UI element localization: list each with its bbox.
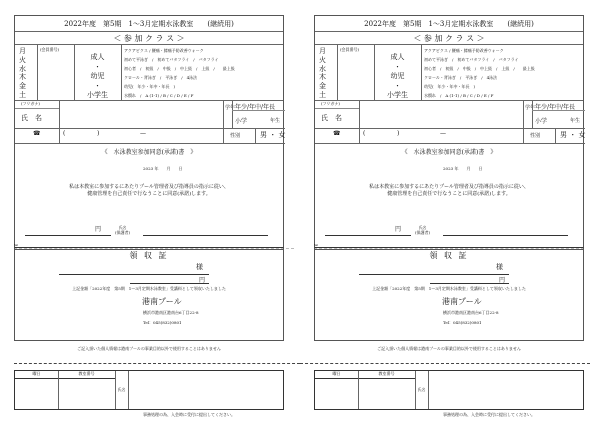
pool-address: 横浜市港南区港南台6丁目22-8 xyxy=(143,310,199,315)
class-line[interactable]: クロール・背泳ぎ / 平泳ぎ / 4泳法 xyxy=(124,74,198,80)
class-line[interactable]: アクアビクス / 腰痛・膝痛予防改善ウォーク xyxy=(124,48,204,53)
day-tue[interactable]: 火 xyxy=(19,55,26,64)
receipt xyxy=(314,247,584,341)
privacy-note: ご記入頂いた個人情報は港南プールの事業目的以外で使用することはありません xyxy=(377,346,521,351)
day-tue[interactable]: 火 xyxy=(319,55,326,64)
stub-class-header: 教室番号 xyxy=(78,371,95,376)
gender-label: 性別 xyxy=(230,133,241,139)
grade-label: 学年 xyxy=(525,105,536,111)
name-input[interactable] xyxy=(361,102,523,128)
grade-elementary-suffix: 年生 xyxy=(570,118,581,124)
pool-address: 横浜市港南区港南台6丁目22-8 xyxy=(443,310,499,315)
guardian-label-top: 氏名 xyxy=(418,225,427,230)
receipt-amount-line[interactable] xyxy=(430,283,509,284)
name-label: 氏 名 xyxy=(21,114,42,122)
class-line[interactable]: 初心者 / 初級 / 中級 / 中上級 / 上級 / 最上級 xyxy=(124,65,235,71)
gender-label: 性別 xyxy=(530,133,541,139)
form-copy-right xyxy=(300,0,600,424)
fee-yen-label: 円 xyxy=(95,226,102,233)
receipt-name-line[interactable] xyxy=(359,274,509,275)
grade-preschool-option[interactable]: 年少/年中/年長 xyxy=(535,104,576,111)
scissors-icon: ✂ xyxy=(314,243,319,249)
form-title: 2022年度 第5期 1～3月定期水泳教室 (継続用) xyxy=(364,20,534,28)
weekday-column[interactable] xyxy=(319,47,327,100)
title-row xyxy=(15,16,283,32)
class-line[interactable]: アクアビクス / 腰痛・膝痛予防改善ウォーク xyxy=(424,48,504,53)
category-adult[interactable]: 成人 xyxy=(390,53,405,61)
class-list[interactable] xyxy=(124,47,235,100)
stub-name-input[interactable] xyxy=(130,372,280,408)
receipt-name-line[interactable] xyxy=(59,274,209,275)
separator-dot: ・ xyxy=(94,62,101,71)
pool-name: 港南プール xyxy=(142,297,182,306)
grade-elementary-prefix: 小学 xyxy=(235,118,248,125)
fee-yen-label: 円 xyxy=(395,226,402,233)
class-line[interactable]: 幼児( 年少・年中・年長 ) xyxy=(124,83,176,89)
receipt-title: 領 収 証 xyxy=(129,251,169,260)
consent-text-line2: 健康管理を自己責任で行なうことに同意(承諾)します。 xyxy=(387,191,511,197)
category-adult[interactable]: 成人 xyxy=(90,53,105,61)
category-column[interactable] xyxy=(75,53,120,101)
day-sat[interactable]: 土 xyxy=(19,90,26,99)
phone-dash: — xyxy=(440,130,446,137)
guardian-signature-line[interactable] xyxy=(443,235,568,236)
receipt-title: 領 収 証 xyxy=(429,251,469,260)
application-form xyxy=(314,15,584,250)
guardian-label-bottom: (保護者) xyxy=(115,230,131,235)
category-elementary[interactable]: 小学生 xyxy=(87,91,108,99)
consent-date[interactable]: 2023 年 月 日 xyxy=(143,166,183,171)
furigana-label: (フリガナ) xyxy=(321,101,340,106)
day-wed[interactable]: 水 xyxy=(19,64,26,73)
furigana-label: (フリガナ) xyxy=(21,101,40,106)
form-title: 2022年度 第5期 1～3月定期水泳教室 (継続用) xyxy=(64,20,234,28)
separator-dot: ・ xyxy=(94,81,101,90)
receipt-text: 上記金額「2022年度 第5期 1～3月定期水泳教室」受講料として領収いたしました xyxy=(372,286,526,291)
day-mon[interactable]: 月 xyxy=(19,47,26,55)
day-thu[interactable]: 木 xyxy=(19,73,26,82)
class-header-row xyxy=(315,32,583,45)
pool-tel: Tel：045(832)0801 xyxy=(443,320,482,325)
class-selection-row xyxy=(315,45,583,101)
phone-icon: ☎ xyxy=(333,130,341,137)
guardian-label xyxy=(415,225,430,235)
phone-input[interactable] xyxy=(61,129,221,142)
guardian-label-top: 氏名 xyxy=(118,225,127,230)
application-form xyxy=(14,15,284,250)
fee-amount-line[interactable] xyxy=(325,235,411,236)
stub-day-header: 曜日 xyxy=(332,371,341,376)
title-row xyxy=(315,16,583,32)
receipt-yen: 円 xyxy=(499,277,506,284)
class-line[interactable]: 水慣れ / A (1-1) / B / C / D / E / F xyxy=(424,92,494,98)
class-line[interactable]: 水慣れ / A (1-1) / B / C / D / E / F xyxy=(124,92,194,98)
name-label: 氏 名 xyxy=(321,114,342,122)
category-preschool[interactable]: 幼児 xyxy=(390,72,405,80)
day-fri[interactable]: 金 xyxy=(19,82,26,91)
gender-options[interactable]: 男 ・ 女 xyxy=(260,131,286,139)
class-line[interactable]: クロール・背泳ぎ / 平泳ぎ / 4泳法 xyxy=(424,74,498,80)
phone-paren-open: ( xyxy=(63,130,66,137)
guardian-signature-line[interactable] xyxy=(143,235,268,236)
phone-paren-open: ( xyxy=(363,130,366,137)
member-number-label: (会員番号) xyxy=(40,47,60,52)
cut-line xyxy=(14,363,300,364)
gender-options[interactable]: 男 ・ 女 xyxy=(560,131,586,139)
stub-class-input[interactable] xyxy=(360,380,414,408)
class-header: ＜ 参 加 ク ラ ス ＞ xyxy=(113,34,185,43)
stub-table xyxy=(314,370,584,410)
class-line[interactable]: 初心者 / 初級 / 中級 / 中上級 / 上級 / 最上級 xyxy=(424,65,535,71)
stub-table xyxy=(14,370,284,410)
consent-text-line2: 健康管理を自己責任で行なうことに同意(承諾)します。 xyxy=(87,191,211,197)
receipt-yen: 円 xyxy=(199,277,206,284)
class-line[interactable]: 幼児( 年少・年中・年長 ) xyxy=(424,83,476,89)
class-header-row xyxy=(15,32,283,45)
consent-date[interactable]: 2023 年 月 日 xyxy=(443,166,483,171)
stub-class-header: 教室番号 xyxy=(378,371,395,376)
receipt-sama: 様 xyxy=(496,263,503,271)
stub-name-input[interactable] xyxy=(430,372,580,408)
scissors-icon: ✂ xyxy=(14,243,19,249)
stub-note: 事務処理の為、入会時に受付に提出してください。 xyxy=(143,412,235,417)
fee-amount-line[interactable] xyxy=(25,235,111,236)
phone-dash: — xyxy=(140,130,146,137)
phone-paren-close: ) xyxy=(397,130,400,137)
day-fri[interactable]: 金 xyxy=(319,82,326,91)
day-wed[interactable]: 水 xyxy=(319,64,326,73)
category-preschool[interactable]: 幼児 xyxy=(90,72,105,80)
phone-input[interactable] xyxy=(361,129,521,142)
class-header: ＜ 参 加 ク ラ ス ＞ xyxy=(413,34,485,43)
day-thu[interactable]: 木 xyxy=(319,73,326,82)
category-column[interactable] xyxy=(375,53,420,101)
consent-text-line1: 私は本教室に参加するにあたりプール管理者及び指導員の指示に従い、 xyxy=(369,184,529,190)
guardian-label xyxy=(115,225,130,235)
name-input[interactable] xyxy=(61,102,223,128)
grade-label: 学年 xyxy=(225,105,236,111)
consent-text-line1: 私は本教室に参加するにあたりプール管理者及び指導員の指示に従い、 xyxy=(69,184,229,190)
cut-line xyxy=(300,363,590,364)
guardian-label-bottom: (保護者) xyxy=(415,230,431,235)
stub-day-input[interactable] xyxy=(16,380,57,408)
consent-title: 《 水泳教室参加同意(承諾)書 》 xyxy=(101,149,197,156)
class-selection-row xyxy=(15,45,283,101)
separator-dot: ・ xyxy=(394,62,401,71)
phone-icon: ☎ xyxy=(33,130,41,137)
day-sat[interactable]: 土 xyxy=(319,90,326,99)
stub-name-label: 氏名 xyxy=(117,387,126,392)
receipt xyxy=(14,247,284,341)
grade-elementary-prefix: 小学 xyxy=(535,118,548,125)
receipt-amount-line[interactable] xyxy=(130,283,209,284)
grade-preschool-option[interactable]: 年少/年中/年長 xyxy=(235,104,276,111)
stub-class-input[interactable] xyxy=(60,380,114,408)
stub-day-input[interactable] xyxy=(316,380,357,408)
class-line[interactable]: 初めて平泳ぎ / 初めてバタフライ / バタフライ xyxy=(424,56,519,62)
class-line[interactable]: 初めて平泳ぎ / 初めてバタフライ / バタフライ xyxy=(124,56,219,62)
class-list[interactable] xyxy=(424,47,535,100)
phone-paren-close: ) xyxy=(97,130,100,137)
pool-name: 港南プール xyxy=(442,297,482,306)
stub-note: 事務処理の為、入会時に受付に提出してください。 xyxy=(443,412,535,417)
separator-dot: ・ xyxy=(394,81,401,90)
receipt-sama: 様 xyxy=(196,263,203,271)
pool-tel: Tel：045(832)0801 xyxy=(143,320,182,325)
category-elementary[interactable]: 小学生 xyxy=(387,91,408,99)
stub-name-label: 氏名 xyxy=(417,387,426,392)
grade-elementary-suffix: 年生 xyxy=(270,118,281,124)
receipt-text: 上記金額「2022年度 第5期 1～3月定期水泳教室」受講料として領収いたしました xyxy=(72,286,226,291)
consent-title: 《 水泳教室参加同意(承諾)書 》 xyxy=(401,149,497,156)
privacy-note: ご記入頂いた個人情報は港南プールの事業目的以外で使用することはありません xyxy=(77,346,221,351)
weekday-column[interactable] xyxy=(19,47,27,100)
day-mon[interactable]: 月 xyxy=(319,47,326,55)
member-number-label: (会員番号) xyxy=(340,47,360,52)
stub-day-header: 曜日 xyxy=(32,371,41,376)
